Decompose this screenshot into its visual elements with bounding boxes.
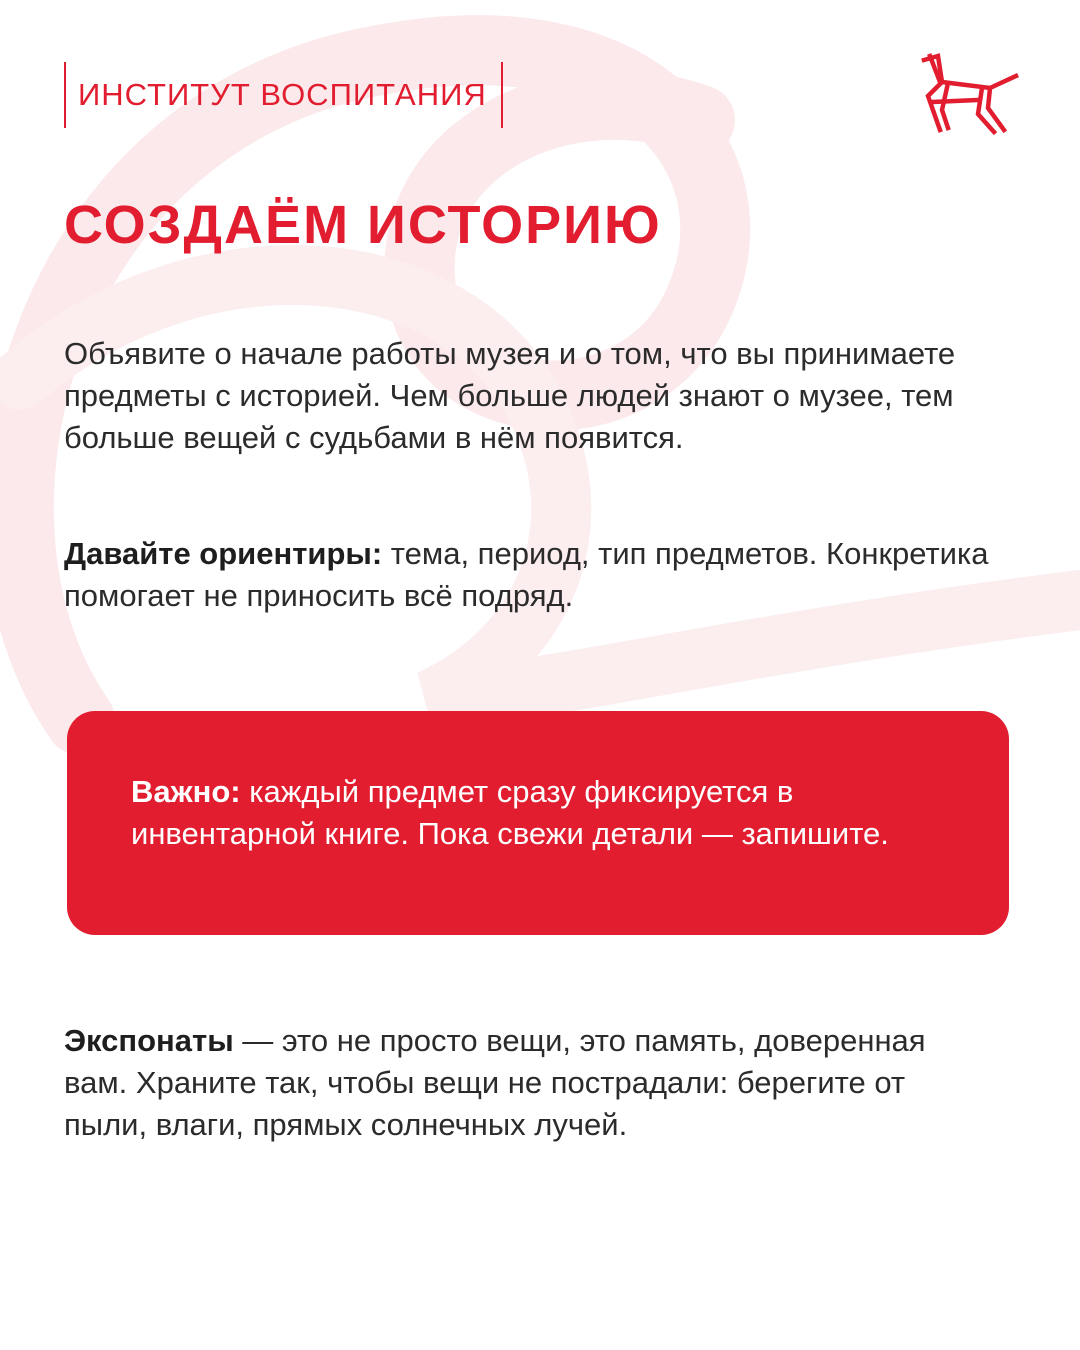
guide-bold: Давайте ориентиры: [64, 536, 383, 571]
page-title: СОЗДАЁМ ИСТОРИЮ [64, 195, 662, 255]
brand-bar-right [501, 62, 503, 128]
callout-bold: Важно: [131, 774, 241, 809]
horse-icon [918, 52, 1022, 136]
guide-text: тема, период, тип предметов. Конкретика помогает не приносить всё подряд. [64, 536, 989, 613]
guide-paragraph [64, 533, 1004, 617]
exhibits-bold: Экспонаты [64, 1023, 234, 1058]
callout-body: каждый предмет сразу фиксируется в инвентарной книге. Пока свежи детали — запишите. [131, 774, 889, 851]
exhibits-text: — это не просто вещи, это память, доверенная вам. Храните так, чтобы вещи не пострадали: берегите от пыли, влаги, прямых солнечных лучей. [64, 1023, 926, 1142]
brand-header [64, 62, 503, 128]
brand-name: ИНСТИТУТ ВОСПИТАНИЯ [78, 77, 487, 112]
important-callout [67, 711, 1009, 935]
intro-paragraph: Объявите о начале работы музея и о том, что вы принимаете предметы с историей. Чем больше людей знают о музее, тем больше вещей с судьбами в нём появится. [64, 336, 956, 455]
exhibits-paragraph [64, 1020, 984, 1146]
callout-text [131, 771, 949, 855]
